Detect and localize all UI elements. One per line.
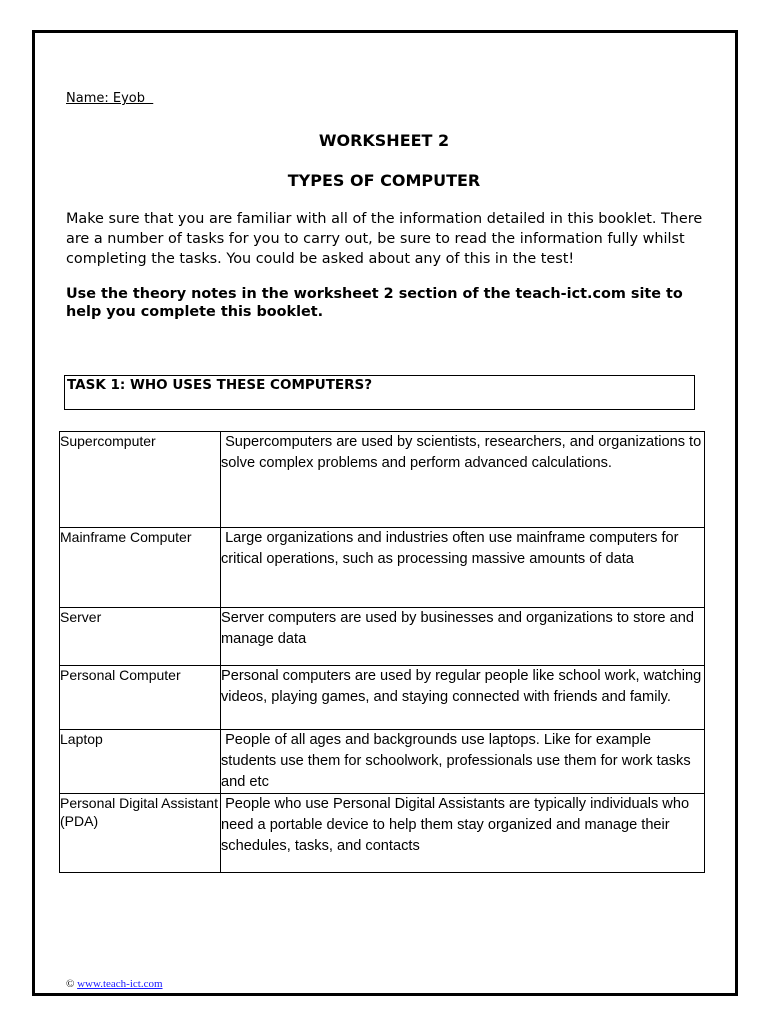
- table-row: [60, 666, 705, 730]
- footer: [66, 978, 163, 990]
- computer-type: Supercomputer: [60, 432, 221, 528]
- usage-description[interactable]: Personal computers are used by regular people like school work, watching videos, playing games, and staying connected with friends and family.: [221, 666, 705, 730]
- worksheet-title: WORKSHEET 2: [318, 131, 450, 150]
- table-row: [60, 794, 705, 873]
- student-name: Name: Eyob: [66, 91, 154, 106]
- theory-note: Use the theory notes in the worksheet 2 section of the teach-ict.com site to help you complete this booklet.: [66, 286, 683, 320]
- table-row: [60, 730, 705, 794]
- table-row: [60, 432, 705, 528]
- computer-type: Personal Digital Assistant (PDA): [60, 794, 221, 873]
- computer-type: Personal Computer: [60, 666, 221, 730]
- table-row: [60, 608, 705, 666]
- computer-type: Server: [60, 608, 221, 666]
- usage-description[interactable]: Server computers are used by businesses and organizations to store and manage data: [221, 608, 705, 666]
- task1-heading-box: [64, 375, 695, 410]
- computer-type: Mainframe Computer: [60, 528, 221, 608]
- teach-ict-link[interactable]: www.teach-ict.com: [77, 978, 163, 990]
- task1-heading: TASK 1: WHO USES THESE COMPUTERS?: [67, 377, 373, 393]
- usage-description[interactable]: Supercomputers are used by scientists, researchers, and organizations to solve complex problems and perform advanced calculations.: [221, 432, 705, 528]
- copyright-symbol: ©: [66, 978, 75, 990]
- computer-type: Laptop: [60, 730, 221, 794]
- usage-description[interactable]: People who use Personal Digital Assistants are typically individuals who need a portable device to help them stay organized and manage their schedules, tasks, and contacts: [221, 794, 705, 873]
- usage-description[interactable]: Large organizations and industries often use mainframe computers for critical operations, such as processing massive amounts of data: [221, 528, 705, 608]
- computer-uses-table: [59, 431, 705, 873]
- worksheet-subtitle: TYPES OF COMPUTER: [287, 171, 481, 190]
- intro-paragraph: Make sure that you are familiar with all of the information detailed in this booklet. There are a number of tasks for you to carry out, be sure to read the information fully whilst completing the tasks. You could be asked about any of this in the test!: [66, 211, 703, 267]
- usage-description[interactable]: People of all ages and backgrounds use laptops. Like for example students use them for schoolwork, professionals use them for work tasks and etc: [221, 730, 705, 794]
- table-row: [60, 528, 705, 608]
